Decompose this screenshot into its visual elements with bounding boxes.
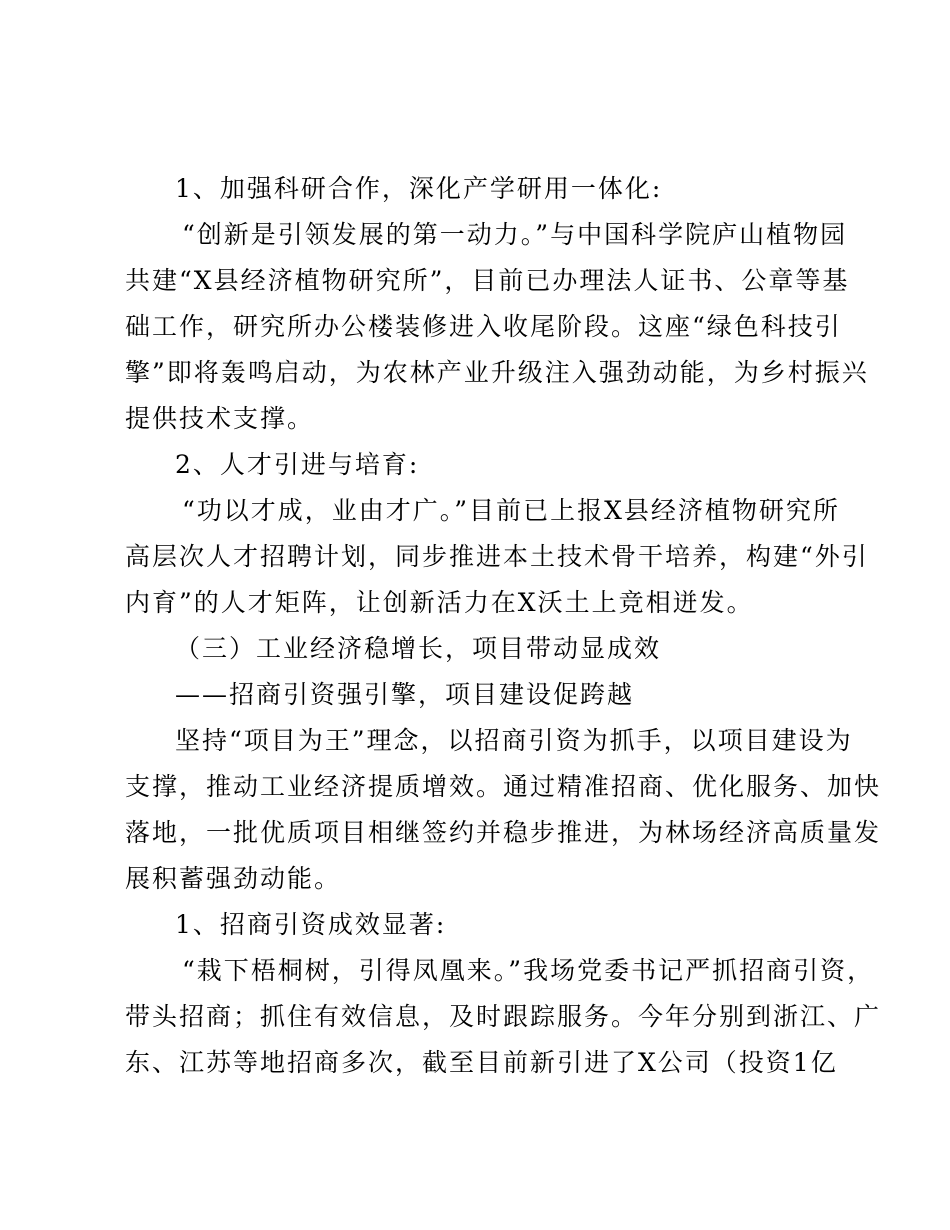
paragraph-line: “栽下梧桐树，引得凤凰来。”我场党委书记严抓招商引资， <box>182 956 875 985</box>
paragraph-line: 共建“X县经济植物研究所”，目前已办理法人证书、公章等基 <box>125 266 850 295</box>
heading-talent: 2、人才引进与培育: <box>175 450 420 479</box>
paragraph-line: 高层次人才招聘计划，同步推进本土技术骨干培养，构建“外引 <box>125 542 869 571</box>
document-body <box>125 166 882 1086</box>
paragraph-line: 提供技术支撑。 <box>125 404 315 433</box>
paragraph-line: 础工作，研究所办公楼装修进入收尾阶段。这座“绿色科技引 <box>125 312 842 341</box>
paragraph-line: “功以才成，业由才广。”目前已上报X县经济植物研究所 <box>182 496 840 525</box>
paragraph-line: 支撑，推动工业经济提质增效。通过精准招商、优化服务、加快 <box>125 772 882 801</box>
heading-research-cooperation: 1、加强科研合作，深化产学研用一体化: <box>175 174 663 203</box>
paragraph-line: 擎”即将轰鸣启动，为农林产业升级注入强劲动能，为乡村振兴 <box>125 358 869 387</box>
paragraph-line: “创新是引领发展的第一动力。”与中国科学院庐山植物园 <box>182 220 848 249</box>
heading-investment-results: 1、招商引资成效显著: <box>175 910 447 939</box>
paragraph-line: 内育”的人才矩阵，让创新活力在X沃土上竞相迸发。 <box>125 588 754 617</box>
paragraph-line: 展积蓄强劲动能。 <box>125 864 342 893</box>
paragraph-line: 带头招商；抓住有效信息，及时跟踪服务。今年分别到浙江、广 <box>125 1002 882 1031</box>
paragraph-line: 落地，一批优质项目相继签约并稳步推进，为林场经济高质量发 <box>125 818 882 847</box>
paragraph-line: 东、江苏等地招商多次，截至目前新引进了X公司（投资1亿 <box>125 1048 838 1077</box>
section-subheading: ——招商引资强引擎，项目建设促跨越 <box>175 680 635 709</box>
section-heading-industrial-economy: （三）工业经济稳增长，项目带动显成效 <box>175 634 662 663</box>
paragraph-line: 坚持“项目为王”理念，以招商引资为抓手，以项目建设为 <box>175 726 853 755</box>
